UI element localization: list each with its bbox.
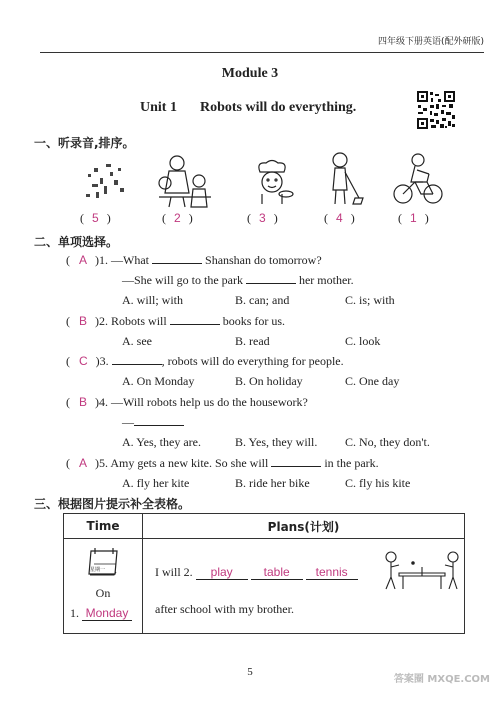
- calendar-label: 星期一: [90, 567, 106, 573]
- plans-table: [63, 513, 465, 634]
- on-label: On: [95, 586, 111, 600]
- plan-line: I will 2. play table tennis: [155, 565, 358, 580]
- question-1-option-b: B. can; and: [235, 293, 290, 307]
- qr-code-icon: [416, 90, 456, 130]
- question-4-option-b: B. Yes, they will.: [235, 435, 318, 449]
- question-3-option-b: B. On holiday: [235, 374, 303, 388]
- picture-1-icon: [80, 160, 132, 208]
- question-5-option-a: A. fly her kite: [122, 476, 190, 490]
- question-4-line2: —: [122, 415, 184, 430]
- question-4-option-a: A. Yes, they are.: [122, 435, 201, 449]
- module-title: Module 3: [221, 66, 279, 81]
- order-answer-3: ( 3 ): [247, 211, 278, 225]
- section2-title: 二、单项选择。: [34, 235, 119, 249]
- question-1-line2: —She will go to the park her mother.: [122, 273, 354, 287]
- plan-answer-3: tennis: [306, 565, 358, 580]
- section1-title: 一、听录音,排序。: [34, 136, 135, 150]
- order-answer-1: ( 5 ): [80, 211, 111, 225]
- book-header: 四年级下册英语(配外研版): [377, 37, 484, 47]
- question-2-option-a: A. see: [122, 334, 152, 348]
- page-number: 5: [247, 666, 253, 678]
- question-3-option-a: A. On Monday: [122, 374, 195, 388]
- question-3-option-c: C. One day: [345, 374, 400, 388]
- plan-answer-1: play: [196, 565, 248, 580]
- time-answer: Monday: [82, 606, 132, 621]
- picture-5-bike-icon: [393, 152, 443, 208]
- order-answer-5: ( 1 ): [398, 211, 429, 225]
- time-cell: [64, 539, 143, 634]
- plan-answer-2: table: [251, 565, 303, 580]
- column-time-header: Time: [64, 514, 143, 539]
- plan-suffix: after school with my brother.: [155, 602, 294, 616]
- unit-title: [140, 100, 356, 116]
- answer-4: B: [79, 395, 88, 409]
- question-2-option-b: B. read: [235, 334, 270, 348]
- question-1: ( A )1. —What Shanshan do tomorrow?: [66, 253, 322, 267]
- table-tennis-icon: [383, 549, 461, 591]
- watermark-logo: 答案圈 MXQE.COM: [393, 674, 490, 685]
- question-4-option-c: C. No, they don't.: [345, 435, 430, 449]
- picture-4-sweeping-icon: [325, 150, 365, 208]
- answer-3: C: [79, 354, 88, 368]
- question-5: ( A )5. Amy gets a new kite. So she will in the park.: [66, 456, 379, 470]
- answer-1: A: [79, 253, 88, 267]
- unit-name: Robots will do everything.: [199, 100, 357, 115]
- question-5-option-b: B. ride her bike: [235, 476, 310, 490]
- unit-label: Unit 1: [140, 100, 177, 115]
- answer-2: B: [79, 314, 88, 328]
- question-4: ( B )4. —Will robots help us do the housework?: [66, 395, 308, 409]
- question-1-option-c: C. is; with: [345, 293, 395, 307]
- column-plans-header: Plans(计划): [143, 514, 465, 539]
- question-1-option-a: A. will; with: [122, 293, 184, 307]
- picture-2-family-icon: [155, 153, 215, 209]
- order-answer-4: ( 4 ): [324, 211, 355, 225]
- question-3: ( C )3. , robots will do everything for people.: [66, 354, 344, 368]
- order-answer-2: ( 2 ): [162, 211, 193, 225]
- section3-title: 三、根据图片提示补全表格。: [34, 497, 191, 511]
- picture-3-chef-icon: [250, 158, 294, 206]
- question-2: ( B )2. Robots will books for us.: [66, 314, 286, 328]
- question-2-option-c: C. look: [345, 334, 381, 348]
- question-5-option-c: C. fly his kite: [345, 476, 411, 490]
- answer-5: A: [79, 456, 88, 470]
- plans-cell: [143, 539, 465, 634]
- header-rule: [40, 52, 484, 53]
- time-item: 1. Monday: [70, 606, 132, 621]
